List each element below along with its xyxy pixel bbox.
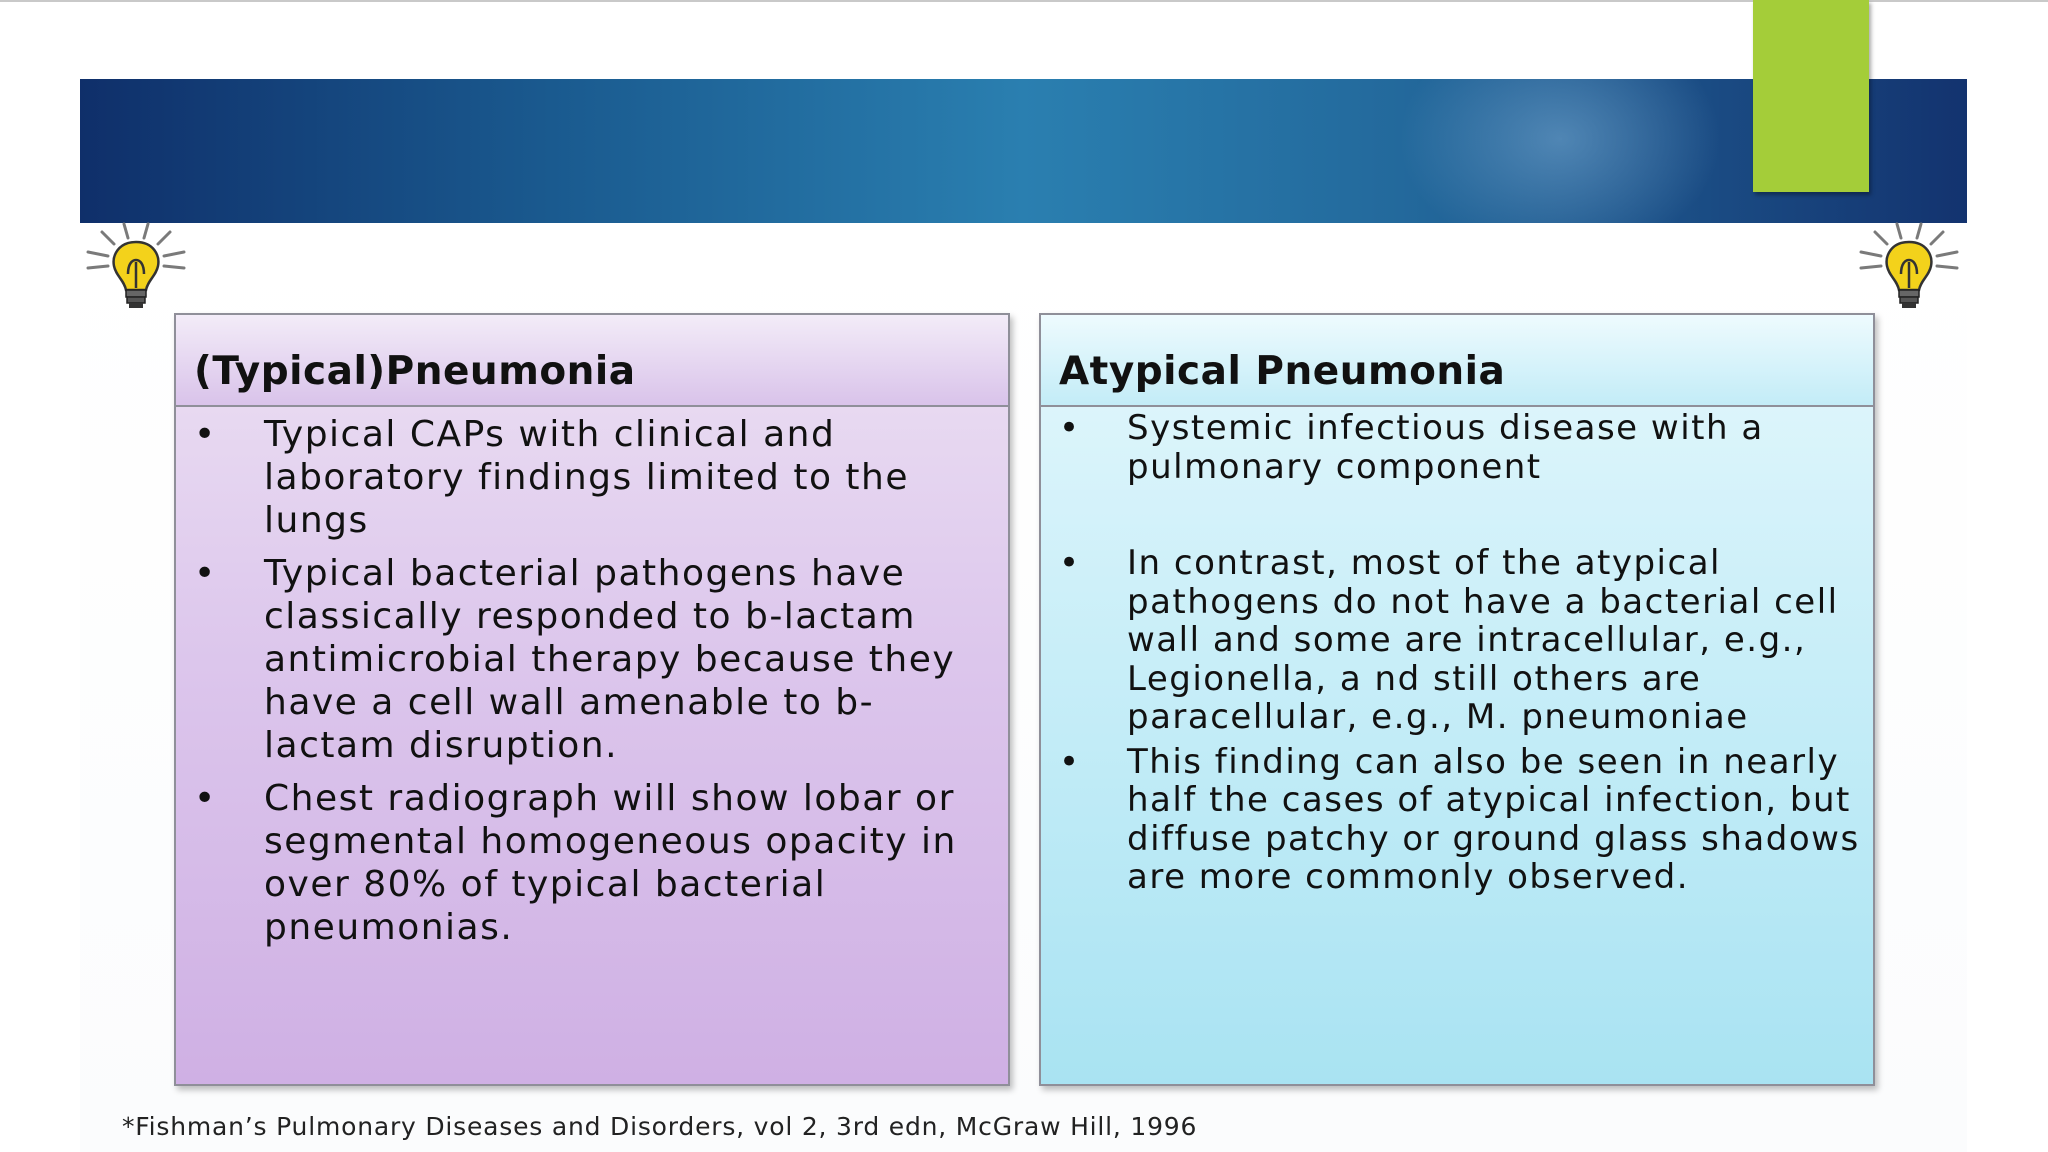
typical-pneumonia-title: (Typical)Pneumonia (176, 315, 1008, 407)
bullet-icon: • (194, 553, 217, 594)
list-item-text: Typical CAPs with clinical and laboratory findings limited to the lungs (264, 414, 909, 541)
bullet-icon: • (194, 414, 217, 455)
list-item-text: Chest radiograph will show lobar or segmental homogeneous opacity in over 80% of typical bacterial pneumonias. (264, 778, 957, 948)
bullet-icon: • (194, 778, 217, 819)
bullet-icon: • (1059, 543, 1081, 583)
list-item (1059, 409, 1865, 486)
typical-pneumonia-panel (174, 313, 1010, 1086)
lightbulb-icon (1855, 222, 1965, 318)
list-item-text: Systemic infectious disease with a pulmonary component (1127, 408, 1764, 487)
citation-footnote: *Fishman’s Pulmonary Diseases and Disorders, vol 2, 3rd edn, McGraw Hill, 1996 (122, 1112, 1198, 1141)
list-item (1059, 544, 1865, 737)
list-item-text: This finding can also be seen in nearly half the cases of atypical infection, but diffuse patchy or ground glass shadows are more commonly observed. (1127, 741, 1860, 897)
atypical-pneumonia-panel (1039, 313, 1875, 1086)
title-banner (80, 79, 1967, 223)
list-item (194, 552, 998, 767)
typical-pneumonia-bullets (176, 407, 1008, 949)
list-item (194, 777, 998, 949)
atypical-pneumonia-title: Atypical Pneumonia (1041, 315, 1873, 407)
top-rule (0, 0, 2048, 2)
bullet-icon: • (1059, 741, 1081, 782)
atypical-pneumonia-bullets (1041, 407, 1873, 897)
list-item (1059, 743, 1865, 897)
list-item-text: Typical bacterial pathogens have classically responded to b-lactam antimicrobial therapy because they have a cell wall amenable to b-lactam disruption. (264, 553, 956, 766)
accent-block (1753, 0, 1869, 192)
bullet-icon: • (1059, 408, 1081, 448)
list-item (194, 413, 998, 542)
lightbulb-icon (82, 222, 192, 318)
list-item-text: In contrast, most of the atypical pathogens do not have a bacterial cell wall and some are intracellular, e.g., Legionella, a nd still others are paracellular, e.g., M. pneumoniae (1127, 543, 1839, 737)
